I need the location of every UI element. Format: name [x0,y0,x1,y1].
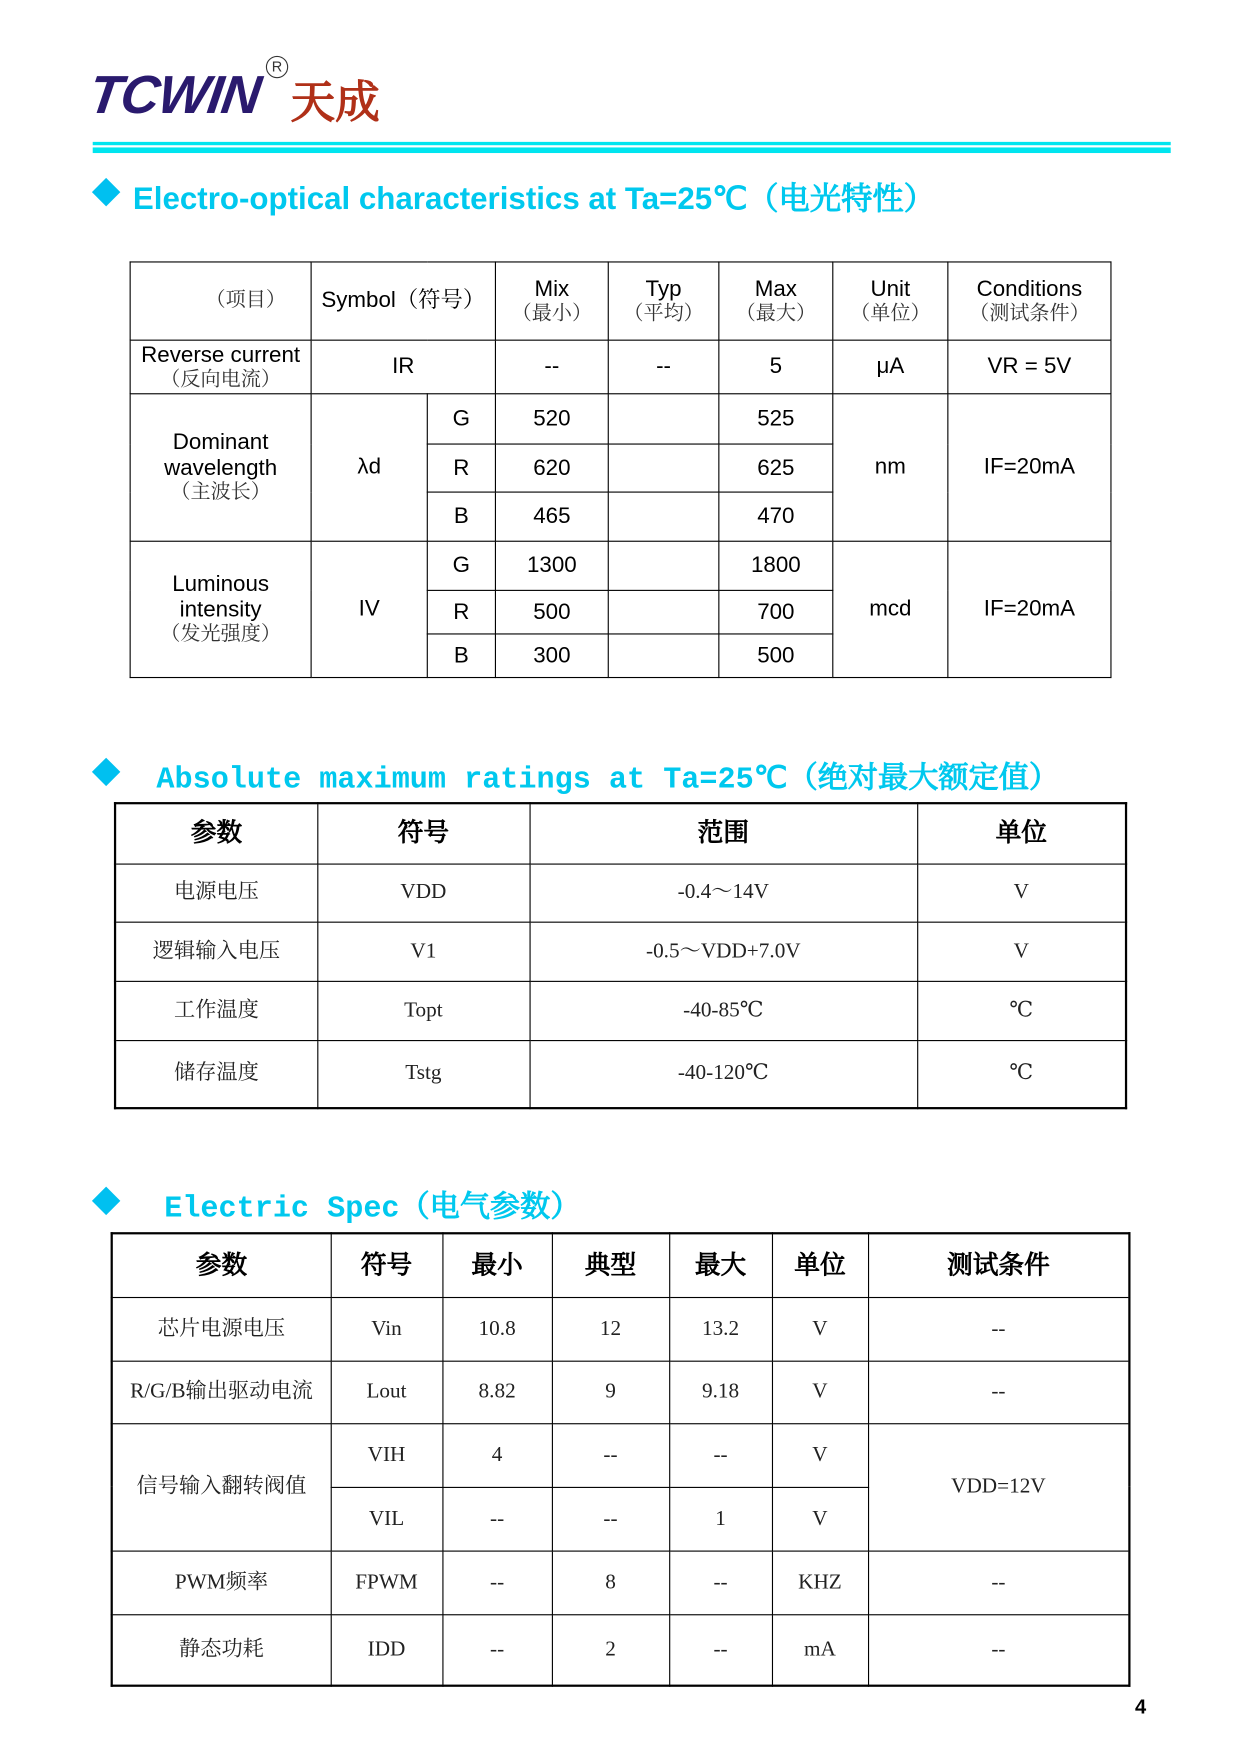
table-row [115,1040,1126,1108]
unit-cell: V [917,922,1126,981]
header-typ: 典型 [552,1233,669,1297]
header-min [495,262,608,340]
max-cell: 470 [719,492,833,541]
unit-cell: ℃ [917,981,1126,1040]
header-unit: 单位 [772,1233,868,1297]
param-name-en-2: wavelength [164,455,278,481]
symbol-cell: VDD [317,864,529,922]
min-cell: -- [442,1551,551,1615]
typ-cell: 8 [552,1551,669,1615]
cond-cell: IF=20mA [948,541,1111,677]
color-cell: R [427,590,495,634]
unit-cell: nm [833,394,948,541]
section-title-absolute-max: Absolute maximum ratings at Ta=25℃（绝对最大额定值） [156,764,1060,798]
max-cell: 5 [719,340,833,394]
max-cell: 9.18 [669,1361,772,1424]
cond-cell: -- [868,1614,1129,1685]
header-typ-en: Typ [645,276,682,302]
cond-cell: -- [868,1297,1129,1361]
header-cond-en: Conditions [976,276,1083,302]
symbol-cell: Lout [331,1361,443,1424]
param-cell: 工作温度 [115,981,317,1040]
header-symbol: 符号 [317,803,529,863]
typ-cell: 2 [552,1614,669,1685]
param-name-cn: （主波长） [170,480,271,504]
symbol-cell: VIL [331,1487,443,1551]
symbol-cell: Tstg [317,1040,529,1108]
header-min: 最小 [442,1233,551,1297]
max-cell: -- [669,1423,772,1487]
cond-cell: -- [868,1361,1129,1424]
unit-cell: V [772,1361,868,1424]
range-cell: -40-85℃ [530,981,918,1040]
symbol-cell: V1 [317,922,529,981]
table-row-luminous-g [130,541,1111,590]
max-cell: 700 [719,590,833,634]
min-cell: -- [442,1614,551,1685]
min-cell: -- [442,1487,551,1551]
page-number: 4 [1134,1695,1147,1719]
header-min-cn: （最小） [511,301,593,325]
param-name-cn: （反向电流） [160,367,281,391]
param-cell: 电源电压 [115,864,317,922]
diamond-bullet-icon [92,1187,120,1215]
max-cell: 500 [719,634,833,678]
table-row [115,864,1126,922]
header-max-cn: （最大） [735,301,817,325]
typ-cell [608,444,719,492]
min-cell: 10.8 [442,1297,551,1361]
min-cell: 520 [495,394,608,444]
header-cond-cn: （测试条件） [969,301,1090,325]
header-range: 范围 [530,803,918,863]
symbol-cell: Topt [317,981,529,1040]
param-name-en: Dominant [172,430,269,455]
param-name-en: Reverse current [141,342,301,368]
typ-cell: 9 [552,1361,669,1424]
logo-chinese: 天成 [290,77,380,129]
param-name-en: Luminous [172,572,270,597]
diamond-bullet-icon [92,178,120,206]
header-param: 参数 [112,1233,331,1297]
symbol-cell: Vin [331,1297,443,1361]
unit-cell: V [772,1297,868,1361]
table-row-reverse-current [130,340,1111,394]
param-name [130,541,311,677]
unit-cell: V [772,1487,868,1551]
min-cell: 500 [495,590,608,634]
table-row [112,1614,1130,1685]
range-cell: -0.5～VDD+7.0V [530,922,918,981]
symbol-cell: FPWM [331,1551,443,1615]
typ-cell: -- [552,1487,669,1551]
unit-cell: V [917,864,1126,922]
unit-cell: V [772,1423,868,1487]
section-title-electro-optical: Electro-optical characteristics at Ta=25℃（电光特性） [132,180,935,216]
header-max-en: Max [754,276,797,302]
range-cell: -40-120℃ [530,1040,918,1108]
max-cell: -- [669,1551,772,1615]
max-cell: 525 [719,394,833,444]
header-rule-thick [93,147,1171,153]
table-row [115,981,1126,1040]
max-cell: -- [669,1614,772,1685]
color-cell: G [427,541,495,590]
table-row [112,1423,1130,1487]
color-cell: B [427,492,495,541]
symbol-cell: IV [311,541,427,677]
max-cell: 13.2 [669,1297,772,1361]
electric-spec-table [111,1232,1131,1687]
table-header-row [115,803,1126,863]
max-cell: 1 [669,1487,772,1551]
header-max: 最大 [669,1233,772,1297]
header-symbol: Symbol（符号） [311,262,495,340]
typ-cell [608,541,719,590]
typ-cell: 12 [552,1297,669,1361]
max-cell: 1800 [719,541,833,590]
unit-cell: mA [772,1614,868,1685]
param-cell: R/G/B输出驱动电流 [112,1361,331,1424]
table-row [112,1551,1130,1615]
min-cell: -- [495,340,608,394]
param-cell: PWM频率 [112,1551,331,1615]
typ-cell [608,634,719,678]
param-cell: 静态功耗 [112,1614,331,1685]
min-cell: 1300 [495,541,608,590]
min-cell: 8.82 [442,1361,551,1424]
header-item: （项目） [130,262,311,340]
header-conditions [948,262,1111,340]
range-cell: -0.4～14V [530,864,918,922]
cond-cell: VDD=12V [868,1423,1129,1550]
unit-cell: mcd [833,541,948,677]
symbol-cell: IDD [331,1614,443,1685]
header-symbol: 符号 [331,1233,443,1297]
header-param: 参数 [115,803,317,863]
header-min-en: Mix [534,276,570,302]
unit-cell: ℃ [917,1040,1126,1108]
electro-optical-table [130,261,1112,678]
header-unit-en: Unit [870,276,911,302]
max-cell: 625 [719,444,833,492]
diamond-bullet-icon [92,758,120,786]
cond-cell: IF=20mA [948,394,1111,541]
typ-cell [608,492,719,541]
header-unit [833,262,948,340]
typ-cell: -- [552,1423,669,1487]
min-cell: 620 [495,444,608,492]
header-rule [93,142,1171,145]
cond-cell: VR = 5V [948,340,1111,394]
color-cell: B [427,634,495,678]
registered-mark: R [266,56,288,78]
typ-cell [608,590,719,634]
param-cell: 储存温度 [115,1040,317,1108]
unit-cell: μA [833,340,948,394]
table-header-row [112,1233,1130,1297]
param-cell: 芯片电源电压 [112,1297,331,1361]
header-unit-cn: （单位） [850,301,931,325]
header-typ [608,262,719,340]
param-name [130,394,311,541]
min-cell: 300 [495,634,608,678]
table-row [112,1361,1130,1424]
table-row [115,922,1126,981]
typ-cell: -- [608,340,719,394]
color-cell: G [427,394,495,444]
symbol-cell: IR [311,340,495,394]
header-typ-cn: （平均） [623,301,704,325]
symbol-cell: λd [311,394,427,541]
param-name [130,340,311,394]
unit-cell: KHZ [772,1551,868,1615]
table-row-wavelength-g [130,394,1111,444]
symbol-cell: VIH [331,1423,443,1487]
color-cell: R [427,444,495,492]
header-unit: 单位 [917,803,1126,863]
section-title-electric-spec: Electric Spec（电气参数） [164,1193,581,1227]
logo-text: TCWIN [85,65,264,126]
absolute-max-table [114,802,1127,1109]
cond-cell: -- [868,1551,1129,1615]
param-cell: 信号输入翻转阀值 [112,1423,331,1550]
param-cell: 逻辑输入电压 [115,922,317,981]
param-name-en-2: intensity [179,597,262,623]
param-name-cn: （发光强度） [160,622,281,646]
header-conditions: 测试条件 [868,1233,1129,1297]
header-max [719,262,833,340]
table-row [112,1297,1130,1361]
min-cell: 465 [495,492,608,541]
min-cell: 4 [442,1423,551,1487]
table-header-row [130,262,1111,340]
typ-cell [608,394,719,444]
